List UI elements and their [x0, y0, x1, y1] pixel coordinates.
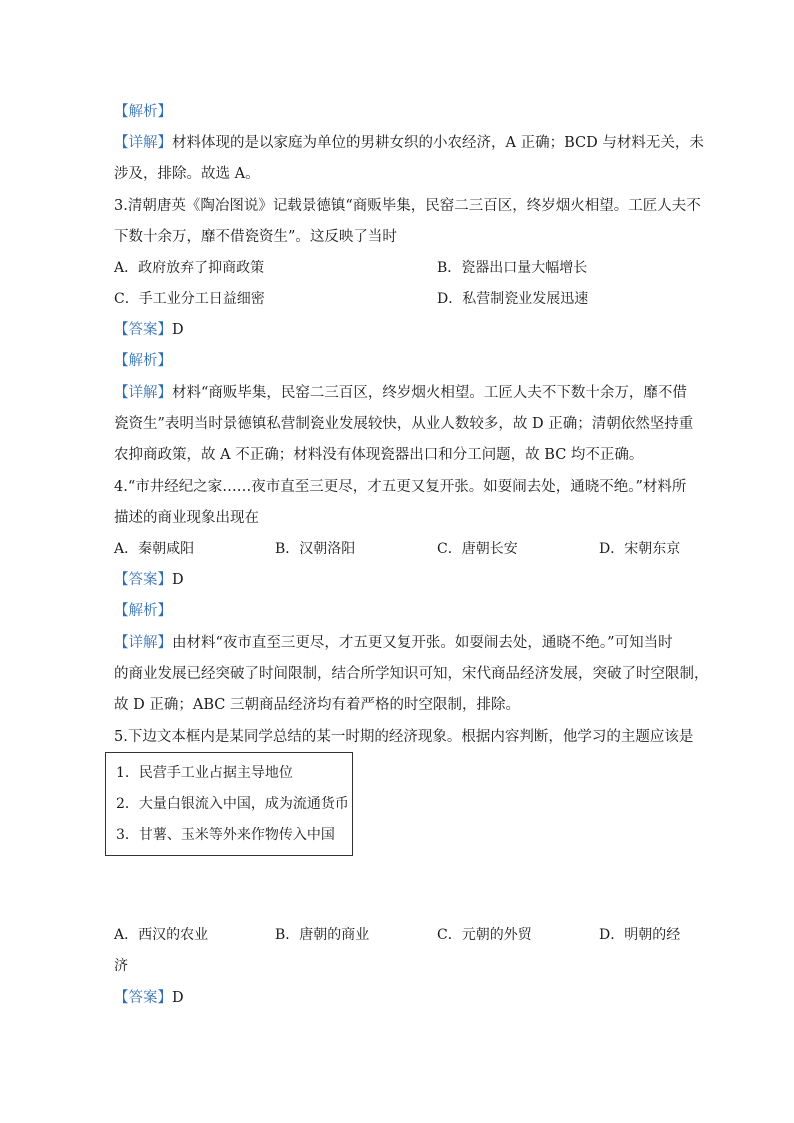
q4-detail-line2: 的商业发展已经突破了时间限制，结合所学知识可知，宋代商品经济发展，突破了时空限制， [114, 666, 709, 682]
q3-stem-line2: 下数十余万，靡不借瓷资生”。这反映了当时 [114, 229, 397, 245]
q4-analysis-label: 【解析】 [114, 603, 172, 619]
q3-answer-value: D [172, 322, 184, 338]
q5-answer [114, 988, 694, 1008]
q5-option-d-part1: D．明朝的经 [599, 927, 681, 943]
q3-option-d: D．私营制瓷业发展迅速 [437, 291, 589, 307]
q3-detail-line3: 农抑商政策，故 A 不正确；材料没有体现瓷器出口和分工问题，故 BC 均不正确。 [114, 447, 644, 463]
q5-answer-label: 【答案】 [114, 990, 172, 1006]
q2-analysis-label: 【解析】 [114, 104, 172, 120]
q5-stem-line1: 5.下边文本框内是某同学总结的某一时期的经济现象。根据内容判断，他学习的主题应该是 [114, 729, 694, 745]
q3-detail-label: 【详解】 [114, 385, 172, 401]
q4-answer-value: D [172, 572, 184, 588]
q4-option-c: C．唐朝长安 [437, 541, 518, 557]
q4-option-a: A．秦朝咸阳 [114, 541, 195, 557]
q3-option-b: B．瓷器出口量大幅增长 [437, 260, 588, 276]
q3-option-c: C．手工业分工日益细密 [114, 291, 265, 307]
q4-answer [114, 570, 694, 590]
q5-box-item-2: 2．大量白银流入中国，成为流通货币 [116, 796, 349, 812]
q2-detail-line2: 涉及，排除。故选 A。 [114, 166, 260, 182]
q5-option-b: B．唐朝的商业 [275, 927, 370, 943]
q5-box-item-1: 1．民营手工业占据主导地位 [116, 765, 293, 781]
q2-detail-text1: 材料体现的是以家庭为单位的男耕女织的小农经济，A 正确；BCD 与材料无关，未 [172, 135, 704, 151]
q5-option-a: A．西汉的农业 [114, 927, 209, 943]
q5-option-c: C．元朝的外贸 [437, 927, 532, 943]
q3-detail-line2: 瓷资生”表明当时景德镇私营制瓷业发展较快，从业人数较多，故 D 正确；清朝依然坚持重 [114, 416, 694, 432]
q5-text-box [105, 752, 353, 856]
q2-detail-line1 [114, 133, 704, 153]
q2-detail-label: 【详解】 [114, 135, 172, 151]
q3-answer [114, 320, 694, 340]
q3-detail-line1 [114, 383, 694, 403]
q4-detail-line1 [114, 633, 694, 653]
q5-box-item-3: 3．甘薯、玉米等外来作物传入中国 [116, 827, 335, 843]
q3-analysis-label: 【解析】 [114, 353, 172, 369]
q4-answer-label: 【答案】 [114, 572, 172, 588]
q3-stem-line1: 3.清朝唐英《陶冶图说》记载景德镇“商贩毕集，民窑二三百区，终岁烟火相望。工匠人夫不 [114, 198, 701, 214]
q5-option-d-part2: 济 [114, 958, 128, 974]
q4-detail-text1: 由材料“夜市直至三更尽，才五更又复开张。如耍闹去处，通晓不绝。”可知当时 [172, 635, 673, 651]
q3-answer-label: 【答案】 [114, 322, 172, 338]
q4-option-b: B．汉朝洛阳 [275, 541, 356, 557]
q4-option-d: D．宋朝东京 [599, 541, 681, 557]
q3-option-a: A．政府放弃了抑商政策 [114, 260, 265, 276]
q4-stem-line2: 描述的商业现象出现在 [114, 510, 259, 526]
q5-answer-value: D [172, 990, 184, 1006]
q4-stem-line1: 4.“市井经纪之家……夜市直至三更尽，才五更又复开张。如耍闹去处，通晓不绝。”材料所 [114, 479, 687, 495]
q4-detail-line3: 故 D 正确；ABC 三朝商品经济均有着严格的时空限制，排除。 [114, 697, 520, 713]
q3-detail-text1: 材料“商贩毕集，民窑二三百区，终岁烟火相望。工匠人夫不下数十余万，靡不借 [172, 385, 687, 401]
q4-detail-label: 【详解】 [114, 635, 172, 651]
